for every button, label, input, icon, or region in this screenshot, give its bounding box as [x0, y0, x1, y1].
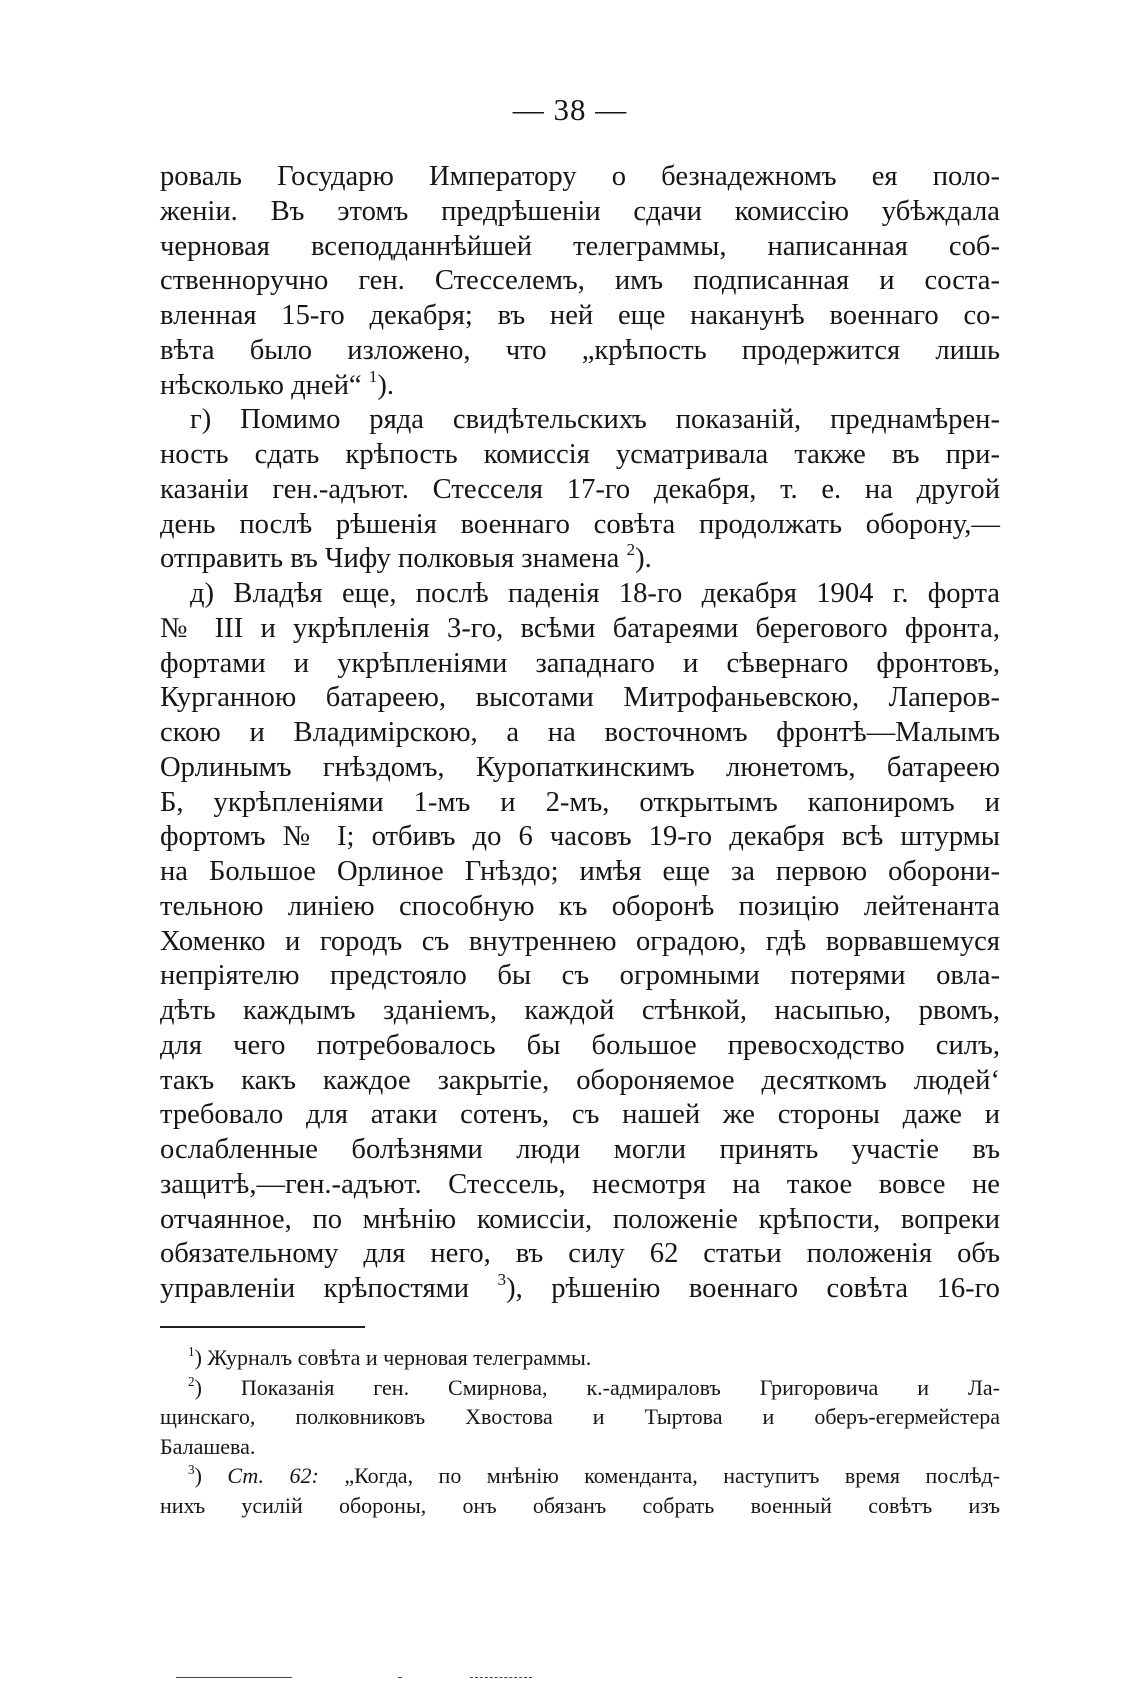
paragraph-start: г) Помимо ряда свидѣтельскихъ показаній, преднамѣрен- [190, 404, 1000, 436]
text-line: женіи. Въ этомъ предрѣшеніи сдачи комиссію убѣждала [160, 195, 1000, 227]
footnote-1 [160, 1343, 1000, 1373]
text-line: на Большое Орлиное Гнѣздо; имѣя еще за первою оборони- [160, 856, 1000, 887]
page-number: — 38 — [512, 92, 628, 127]
body-text [160, 160, 1000, 1307]
text-line: вленная 15-го декабря; въ ней еще наканунѣ военнаго со- [160, 300, 1000, 331]
text-line: защитѣ,—ген.-адъют. Стессель, несмотря на такое вовсе не [160, 1168, 1000, 1200]
text-line: Б, укрѣпленіями 1-мъ и 2-мъ, открытымъ капониромъ и [160, 786, 1000, 818]
footnote-line: Балашева. [160, 1433, 256, 1459]
text-fragment: ), рѣшенію военнаго совѣта 16-го [506, 1273, 1000, 1304]
text-line: вѣта было изложено, что „крѣпость продержится лишь [160, 334, 1000, 366]
text-line [160, 366, 1000, 404]
text-line: тельною линіею способную къ оборонѣ позицію лейтенанта [160, 890, 1000, 922]
text-fragment: нѣсколько дней“ [160, 369, 362, 401]
text-line: обязательному для него, въ силу 62 статьи положенія объ [160, 1238, 1000, 1270]
footnote-text: „Когда, по мнѣнію коменданта, наступитъ время послѣд- [344, 1463, 1001, 1488]
footnote-3 [160, 1461, 1000, 1491]
text-line: такъ какъ каждое закрытіе, обороняемое десяткомъ людей‘ [160, 1064, 1000, 1096]
text-line: Орлинымъ гнѣздомъ, Куропаткинскимъ люнетомъ, батареею [160, 751, 1000, 783]
text-fragment: управленіи крѣпостями [160, 1273, 470, 1304]
text-line: требовало для атаки сотенъ, съ нашей же стороны даже и [160, 1099, 1000, 1131]
footnote-paren: ) [194, 1374, 202, 1400]
text-line: для чего потребовалось бы большое превосходство силъ, [160, 1029, 1000, 1061]
text-line: Хоменко и городъ съ внутреннею оградою, гдѣ ворвавшемуся [160, 925, 1000, 957]
text-line: скою и Владимірскою, а на восточномъ фронтѣ—Малымъ [160, 717, 1000, 748]
footnote-ref: 2 [626, 540, 636, 560]
footnotes [160, 1343, 1000, 1520]
bottom-scan-mark [470, 1677, 532, 1678]
footnote-ref: 3 [497, 1270, 507, 1289]
footnote-marker: 1 [188, 1343, 195, 1359]
text-line: ность сдать крѣпость комиссія усматривала также въ при- [160, 439, 1000, 470]
text-line: № III и укрѣпленія 3-го, всѣми батареями берегового фронта, [160, 612, 1000, 644]
text-fragment: ). [377, 369, 395, 401]
text-line [160, 1272, 1000, 1307]
footnote-ref: 1 [368, 366, 378, 386]
text-line: роваль Государю Императору о безнадежномъ ея поло- [160, 161, 1000, 192]
text-line: день послѣ рѣшенія военнаго совѣта продолжать оборону,— [160, 508, 1000, 540]
footnote-text: Журналъ совѣта и черновая телеграммы. [207, 1345, 592, 1370]
bottom-scan-mark [398, 1677, 402, 1678]
text-line: ослабленные болѣзнями люди могли принять участіе въ [160, 1134, 1000, 1165]
text-fragment: ). [635, 543, 652, 575]
text-line: казаніи ген.-адъют. Стесселя 17-го декабря, т. е. на другой [160, 473, 1000, 505]
text-line: ственноручно ген. Стесселемъ, имъ подписанная и соста- [160, 265, 1000, 297]
footnote-divider [160, 1326, 365, 1328]
footnote-paren: ) [194, 1345, 202, 1370]
text-line: дѣть каждымъ зданіемъ, каждой стѣнкой, насыпью, рвомъ, [160, 995, 1000, 1026]
text-line: фортомъ № I; отбивъ до 6 часовъ 19-го декабря всѣ штурмы [160, 821, 1000, 853]
text-line: Курганною батареею, высотами Митрофаньевскою, Лаперов- [160, 682, 1000, 714]
text-line: черновая всеподданнѣйшей телеграммы, написанная соб- [160, 230, 1000, 262]
footnote-line: нихъ усилій обороны, онъ обязанъ собрать военный совѣтъ изъ [160, 1492, 1000, 1518]
footnote-2 [160, 1373, 1000, 1403]
paragraph-start: д) Владѣя еще, послѣ паденія 18-го декабря 1904 г. форта [190, 578, 1000, 609]
footnote-article-ref: Ст. 62: [227, 1463, 319, 1488]
text-line [160, 542, 1000, 577]
text-line: отчаянное, по мнѣнію комиссіи, положеніе крѣпости, вопреки [160, 1203, 1000, 1235]
footnote-paren: ) [194, 1463, 202, 1488]
text-line: фортами и укрѣпленіями западнаго и сѣвернаго фронтовъ, [160, 647, 1000, 679]
footnote-line: щинскаго, полковниковъ Хвостова и Тыртова и оберъ-егермейстера [160, 1404, 1000, 1429]
text-fragment: отправить въ Чифу полковыя знамена [160, 543, 620, 575]
footnote-marker: 3 [188, 1461, 195, 1477]
footnote-marker: 2 [188, 1373, 195, 1389]
bottom-scan-mark [176, 1677, 292, 1678]
text-line: непріятелю предстояло бы съ огромными потерями овла- [160, 960, 1000, 992]
footnote-text: Показанія ген. Смирнова, к.-адмираловъ Григоровича и Ла- [240, 1374, 1001, 1400]
